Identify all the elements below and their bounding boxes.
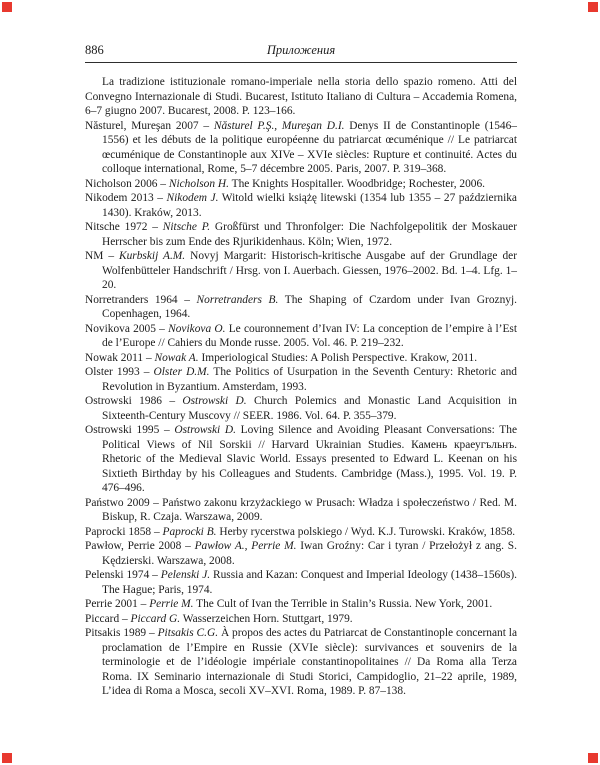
running-head-title: Приложения (266, 43, 336, 57)
bibliography-entry (85, 351, 517, 366)
entry-text: Loving Silence and Avoiding Pleasant Conversations: The Political Views of Nil Sorskii // Harvard Ukrainian Studies. Камень краеугъльнъ. Rhetoric of the Medieval Slavic World. Essays presented to Edward L. Keenan on his Sixtieth Birthday by his Colleagues and Students. Cambridge (Mass.), 1995. Vol. 19. P. 476–496. (102, 424, 518, 494)
entry-author: Năsturel P.Ş., Mureşan D.I. (213, 119, 345, 132)
bibliography-entry (85, 626, 517, 699)
bibliography-entry (85, 612, 517, 627)
entry-author: Perrie M. (149, 598, 194, 610)
running-header (85, 42, 517, 63)
entry-text: Norretranders 1964 – (85, 293, 197, 306)
entry-text: Năsturel, Mureşan 2007 – (85, 119, 214, 132)
entry-text: Novyj Margarit: Historisch-kritische Ausgabe auf der Grundlage der Wolfenbütteler Handschrift / Hrsg. von I. Auerbach. Giessen, 1976–2002. Bd. 1–4. Lfg. 1–20. (102, 250, 517, 291)
entry-author: Pelenski J. (160, 569, 211, 581)
entry-author: Pawłow A., Perrie M. (194, 540, 297, 552)
bibliography-entry (85, 539, 517, 568)
entry-text: Ostrowski 1986 – (85, 395, 183, 407)
entry-text: Nowak 2011 – (85, 351, 155, 364)
entry-author: Norretranders B. (196, 293, 279, 306)
entry-text: Church Polemics and Monastic Land Acquisition in Sixteenth-Century Muscovy // SEER. 1986. Vol. 64. P. 355–379. (102, 395, 518, 422)
bibliography-entry (85, 249, 517, 293)
entry-text: Witold wielki książę litewski (1354 lub 1355 – 27 października 1430). Kraków, 2013. (102, 192, 517, 219)
entry-text: À propos des actes du Patriarcat de Constantinople concernant la proclamation de l’Empire en Russie (XVIe siècle): survivances et souvenirs de la terminologie et de l’idéologie impériale constantinopolitaines // Da Roma alla Terza Roma. IX Seminario internazionale di Studi Storici, Campidoglio, 21–22 aprile, 1989, L’idea di Roma a Mosca, secoli XV–XVI. Roma, 1989. P. 87–138. (102, 627, 518, 697)
entry-author: Nowak A. (154, 351, 199, 364)
entry-author: Ostrowski D. (174, 424, 236, 436)
entry-text: Großfürst und Thronfolger: Die Nachfolgepolitik der Moskauer Herrscher bis zum Ende des Rjurikidenhaus. Köln; Wien, 1972. (102, 221, 517, 248)
entry-author: Novikova O. (168, 322, 226, 335)
bibliography (85, 63, 517, 699)
entry-text: La tradizione istituzionale romano-imperiale nella storia dello spazio romeno. Atti del Convegno Internazionale di Studi. Bucarest, Istituto Italiano di Cultura – Accademia Romena, 6–7 giugno 2007. Bucarest, 2008. P. 123–166. (85, 76, 517, 117)
entry-text: The Shaping of Czardom under Ivan Groznyj. Copenhagen, 1964. (102, 293, 517, 320)
entry-author: Paprocki B. (162, 525, 217, 538)
entry-text: Le couronnement d’Ivan IV: La conception de l’empire à l’Est de l’Europe // Cahiers du Monde russe. 2005. Vol. 46. P. 219–232. (102, 322, 517, 349)
entry-text: Państwo 2009 – Państwo zakonu krzyżackiego w Prusach: Władza i społeczeństwo / Red. M. Biskup, R. Czaja. Warszawa, 2009. (85, 496, 517, 523)
entry-text: Nitsche 1972 – (85, 221, 163, 233)
entry-text: Perrie 2001 – (85, 598, 150, 610)
bibliography-entry (85, 293, 517, 322)
entry-text: The Cult of Ivan the Terrible in Stalin’s Russia. New York, 2001. (193, 598, 493, 610)
entry-text: Herby rycerstwa polskiego / Wyd. K.J. Turowski. Kraków, 1858. (216, 525, 516, 538)
bibliography-entry (85, 525, 517, 540)
entry-text: Paprocki 1858 – (85, 525, 163, 538)
entry-author: Olster D.M. (153, 366, 210, 378)
entry-text: Iwan Groźny: Car i tyran / Przełożył z ang. S. Kędzierski. Warszawa, 2008. (102, 540, 517, 567)
bibliography-entry (85, 220, 517, 249)
entry-author: Ostrowski D. (182, 395, 247, 407)
bibliography-entry (85, 119, 517, 177)
entry-author: Pitsakis C.G. (157, 627, 219, 639)
entry-author: Nicholson H. (168, 177, 229, 190)
entry-author: Nikodem J. (166, 192, 219, 204)
entry-text: The Politics of Usurpation in the Seventh Century: Rhetoric and Revolution in Byzantium. Amsterdam, 1993. (102, 366, 517, 393)
corner-marker-top-right (588, 2, 598, 12)
entry-author: Piccard G. (130, 612, 181, 625)
bibliography-entry (85, 496, 517, 525)
bibliography-entry (85, 597, 517, 612)
corner-marker-bottom-left (2, 753, 12, 763)
bibliography-entry (85, 322, 517, 351)
entry-text: Novikova 2005 – (85, 322, 169, 335)
entry-text: Wasserzeichen Horn. Stuttgart, 1979. (180, 612, 353, 625)
bibliography-entry (85, 191, 517, 220)
entry-author: Nitsche P. (162, 221, 211, 233)
entry-text: NM – (85, 250, 119, 262)
entry-text: Olster 1993 – (85, 366, 154, 378)
bibliography-entry (85, 177, 517, 192)
bibliography-entry (85, 75, 517, 119)
entry-text: Nicholson 2006 – (85, 177, 169, 190)
entry-text: Pawłow, Perrie 2008 – (85, 540, 195, 552)
bibliography-entry (85, 394, 517, 423)
entry-text: Denys II de Constantinople (1546–1556) et les débuts de la politique européenne du patriarcat œcuménique // Le patriarcat œcuménique de Constantinople aux XIVe – XVIe siècles: Rupture et continuité. Actes du colloque international, Rome, 5–7 décembre 2005. Paris, 2007. P. 319–368. (102, 119, 517, 175)
entry-text: Nikodem 2013 – (85, 192, 167, 204)
entry-text: Pelenski 1974 – (85, 569, 161, 581)
entry-author: Kurbskij A.M. (119, 250, 186, 262)
entry-text: Ostrowski 1995 – (85, 424, 175, 436)
corner-marker-bottom-right (588, 753, 598, 763)
corner-marker-top-left (2, 2, 12, 12)
entry-text: Imperiological Studies: A Polish Perspective. Krakow, 2011. (198, 351, 478, 364)
entry-text: Russia and Kazan: Conquest and Imperial Ideology (1438–1560s). The Hague; Paris, 1974. (102, 569, 517, 596)
bibliography-entry (85, 423, 517, 496)
entry-text: The Knights Hospitaller. Woodbridge; Rochester, 2006. (228, 177, 486, 190)
entry-text: Pitsakis 1989 – (85, 627, 158, 639)
entry-text: Piccard – (85, 612, 131, 625)
bibliography-entry (85, 365, 517, 394)
bibliography-entry (85, 568, 517, 597)
page-number: 886 (85, 43, 104, 57)
